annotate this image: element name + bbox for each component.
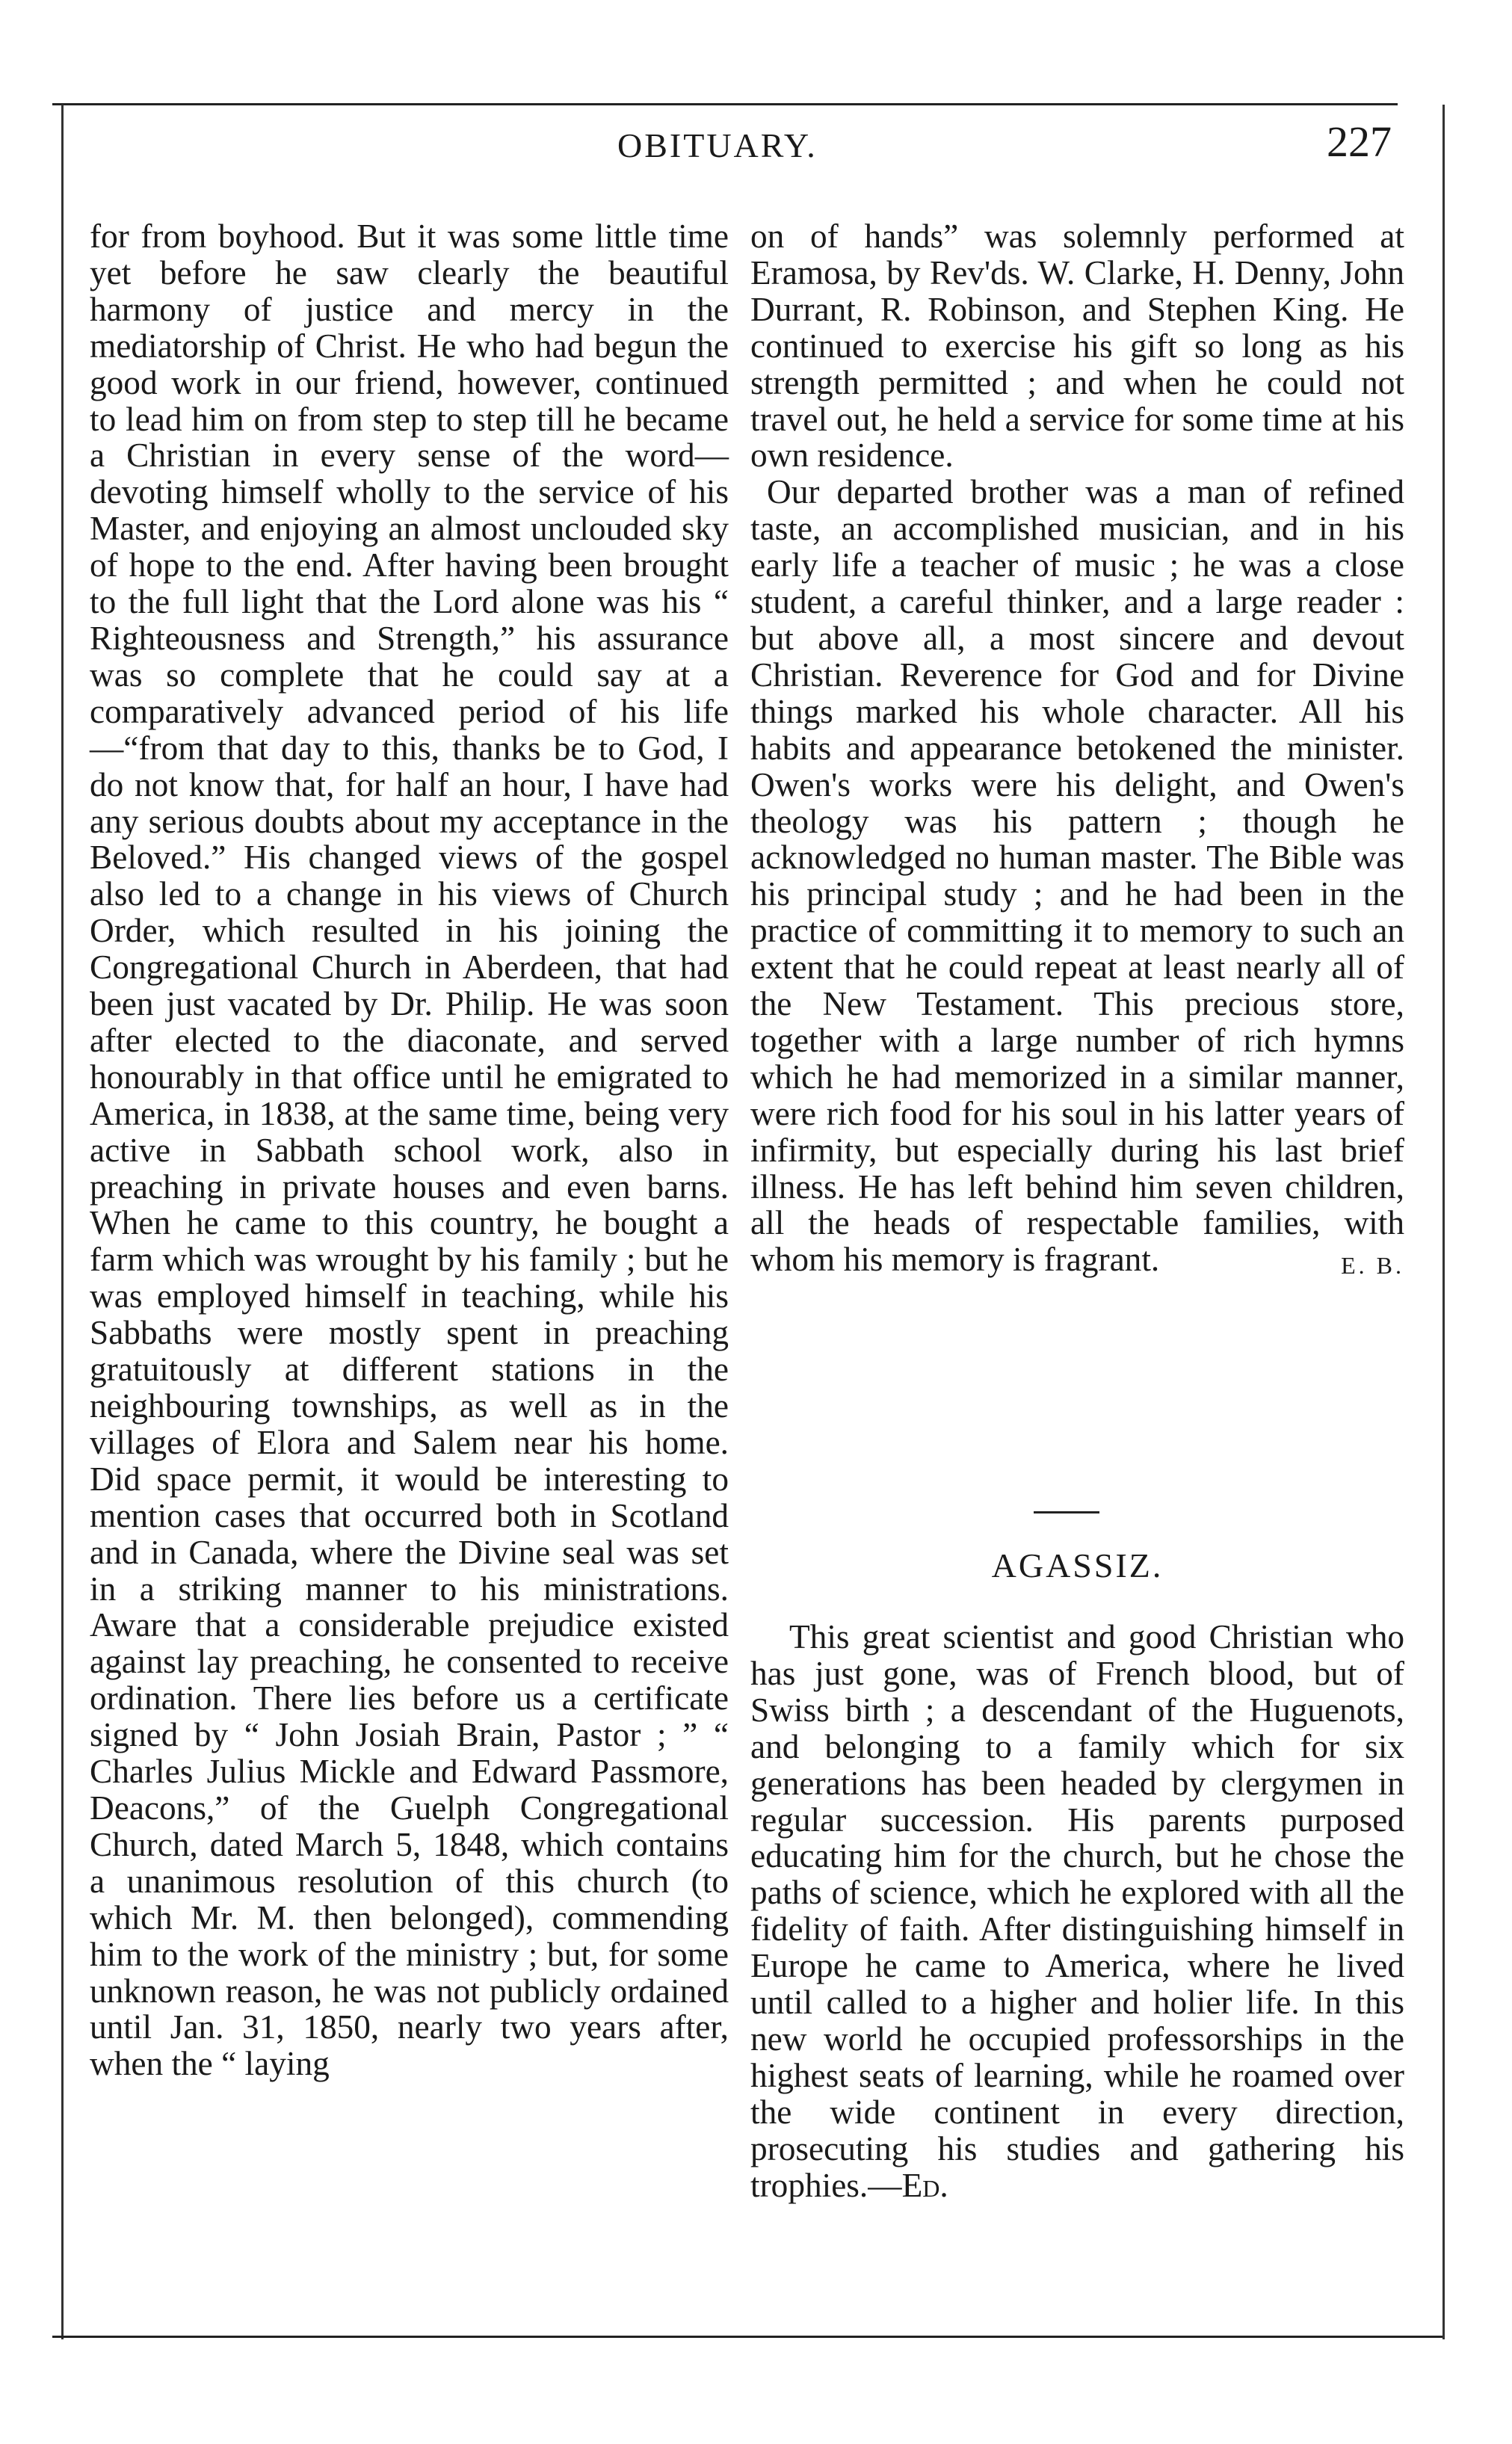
obituary-paragraph-character xyxy=(750,474,1404,1278)
running-head: OBITUARY. xyxy=(617,126,818,164)
editor-mark: Ed. xyxy=(901,2166,948,2204)
right-column xyxy=(750,218,1404,1284)
obituary-paragraph-ordination: on of hands” was solemnly performed at Eramosa, by Rev'ds. W. Clarke, H. Denny, John Durrant, R. Robinson, and Stephen King. He continued to exercise his gift so long as his strength permitted ; and when he could not travel out, he held a service for some time at his own residence. xyxy=(750,217,1404,475)
agassiz-article xyxy=(750,1619,1404,2204)
obituary-character-text: Our departed brother was a man of refined taste, an accomplished musician, and in his early life a teacher of music ; he was a close student, a careful thinker, and a large reader : but above all, a most sincere and devout Christian. Reverence for God and for Divine things marked his whole character. All his habits and appearance betokened the minister. Owen's works were his delight, and Owen's theology was his pattern ; though he acknowledged no human master. The Bible was his principal study ; and he had been in the practice of committing it to memory to such an extent that he could repeat at least nearly all of the New Testament. This precious store, together with a large number of rich hymns which he had memorized in a similar manner, were rich food for his soul in his latter years of infirmity, but especially during his last brief illness. He has left behind him seven children, all the heads of respectable families, with whom his memory is fragrant. xyxy=(750,473,1404,1279)
page-number: 227 xyxy=(1327,117,1392,166)
obituary-paragraph-continued: for from boyhood. But it was some little time yet before he saw clearly the beautiful harmony of justice and mercy in the mediatorship of Christ. He who had begun the good work in our friend, however, continued to lead him on from step to step till he became a Christian in every sense of the word—devoting himself wholly to the service of his Master, and enjoying an almost unclouded sky of hope to the end. After having been brought to the full light that the Lord alone was his “ Righteousness and Strength,” his assurance was so complete that he could say at a comparatively advanced period of his life—“from that day to this, thanks be to God, I do not know that, for half an hour, I have had any serious doubts about my acceptance in the Beloved.” His changed views of the gospel also led to a change in his views of Church Order, which resulted in his joining the Congregational Church in Aberdeen, that had been just vacated by Dr. Philip. He was soon after elected to the diaconate, and served honourably in that office until he emigrated to America, in 1838, at the same time, being very active in Sabbath school work, also in preaching in private houses and even barns. When he came to this country, he bought a farm which was wrought by his family ; but he was employed himself in teaching, while his Sabbaths were mostly spent in preaching gratuitously at different stations in the neighbouring townships, as well as in the villages of Elora and Salem near his home. Did space permit, it would be interesting to mention cases that occurred both in Scotland and in Canada, where the Divine seal was set in a striking manner to his ministrations. Aware that a considerable prejudice existed against lay preaching, he consented to receive ordination. There lies before us a certificate signed by “ John Josiah Brain, Pastor ; ” “ Charles Julius Mickle and Edward Passmore, Deacons,” of the Guelph Congregational Church, dated March 5, 1848, which contains a unanimous resolution of this church (to which Mr. M. then belonged), commending him to the work of the ministry ; but, for some unknown reason, he was not publicly ordained until Jan. 31, 1850, nearly two years after, when the “ laying xyxy=(90,217,729,2083)
left-border-rule xyxy=(61,105,64,2339)
section-divider xyxy=(1034,1511,1099,1513)
agassiz-body-text: This great scientist and good Christian who has just gone, was of French blood, but of Swiss birth ; a descendant of the Huguenots, and belonging to a family which for six generations has been headed by clergymen in regular succession. His parents purposed educating him for the church, but he chose the paths of science, which he explored with all the fidelity of faith. After distinguishing himself in Europe he came to America, where he lived until called to a higher and holier life. In this new world he occupied professorships in the highest seats of learning, while he roamed over the wide continent in every direction, prosecuting his studies and gathering his trophies.— xyxy=(750,1618,1404,2204)
bottom-border-rule xyxy=(52,2336,1442,2338)
top-border-rule xyxy=(52,103,1398,105)
right-border-rule xyxy=(1442,105,1445,2339)
author-signature: E. B. xyxy=(1341,1252,1404,1280)
left-column xyxy=(90,218,729,2082)
agassiz-heading: AGASSIZ. xyxy=(991,1546,1164,1584)
